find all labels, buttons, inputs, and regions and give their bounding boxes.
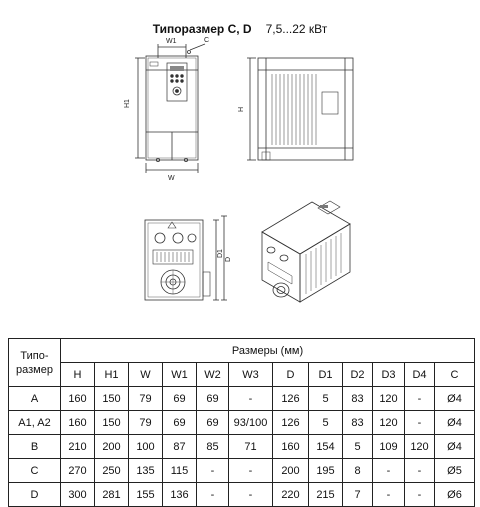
- dim-label-d1: D1: [217, 249, 224, 258]
- power-range: 7,5...22 кВт: [265, 22, 328, 36]
- value-cell: 195: [309, 459, 343, 483]
- value-cell: 87: [163, 435, 197, 459]
- dim-label-w: W: [168, 175, 175, 182]
- value-cell: Ø4: [435, 435, 475, 459]
- front-view-drawing: [135, 44, 205, 173]
- table-row: [9, 411, 475, 435]
- value-cell: 200: [273, 459, 309, 483]
- column-header: W: [129, 363, 163, 387]
- value-cell: 69: [163, 411, 197, 435]
- value-cell: 215: [309, 483, 343, 507]
- value-cell: 200: [95, 435, 129, 459]
- value-cell: Ø6: [435, 483, 475, 507]
- value-cell: 5: [343, 435, 373, 459]
- bottom-view-drawing: [145, 216, 227, 300]
- column-header: W2: [197, 363, 229, 387]
- column-header: D4: [405, 363, 435, 387]
- value-cell: 160: [61, 387, 95, 411]
- value-cell: 83: [343, 411, 373, 435]
- value-cell: 71: [229, 435, 273, 459]
- table-body: [9, 387, 475, 507]
- dimensions-group-header: Размеры (мм): [61, 339, 475, 363]
- column-header: H: [61, 363, 95, 387]
- value-cell: -: [229, 483, 273, 507]
- value-cell: 160: [273, 435, 309, 459]
- value-cell: 85: [197, 435, 229, 459]
- value-cell: 5: [309, 387, 343, 411]
- column-header: C: [435, 363, 475, 387]
- type-cell: D: [9, 483, 61, 507]
- type-cell: A1, A2: [9, 411, 61, 435]
- dim-label-c: C: [204, 37, 210, 44]
- value-cell: -: [229, 387, 273, 411]
- value-cell: 150: [95, 411, 129, 435]
- value-cell: 69: [197, 411, 229, 435]
- column-header-row: [9, 363, 475, 387]
- value-cell: 220: [273, 483, 309, 507]
- column-header: W3: [229, 363, 273, 387]
- value-cell: 79: [129, 387, 163, 411]
- value-cell: 115: [163, 459, 197, 483]
- value-cell: -: [373, 483, 405, 507]
- dim-label-h1: H1: [124, 99, 131, 108]
- value-cell: -: [405, 387, 435, 411]
- value-cell: 120: [405, 435, 435, 459]
- value-cell: 69: [163, 387, 197, 411]
- value-cell: 79: [129, 411, 163, 435]
- value-cell: 154: [309, 435, 343, 459]
- table-row: [9, 435, 475, 459]
- value-cell: 250: [95, 459, 129, 483]
- value-cell: -: [405, 411, 435, 435]
- value-cell: -: [405, 459, 435, 483]
- value-cell: 300: [61, 483, 95, 507]
- isometric-view-drawing: [262, 201, 350, 302]
- column-header: D3: [373, 363, 405, 387]
- value-cell: -: [197, 459, 229, 483]
- value-cell: Ø4: [435, 387, 475, 411]
- model-title: Типоразмер C, D: [152, 22, 252, 36]
- value-cell: 109: [373, 435, 405, 459]
- type-header-text: Типо- размер: [16, 349, 53, 376]
- dim-label-w1: W1: [166, 38, 177, 45]
- table-row: [9, 459, 475, 483]
- column-header: D2: [343, 363, 373, 387]
- dimensions-table: [8, 338, 475, 507]
- value-cell: Ø5: [435, 459, 475, 483]
- value-cell: 93/100: [229, 411, 273, 435]
- value-cell: 155: [129, 483, 163, 507]
- value-cell: -: [405, 483, 435, 507]
- table-row: [9, 483, 475, 507]
- value-cell: 69: [197, 387, 229, 411]
- type-cell: A: [9, 387, 61, 411]
- value-cell: -: [373, 459, 405, 483]
- column-header: W1: [163, 363, 197, 387]
- column-header: D: [273, 363, 309, 387]
- value-cell: 135: [129, 459, 163, 483]
- value-cell: 270: [61, 459, 95, 483]
- type-cell: C: [9, 459, 61, 483]
- side-view-drawing: [247, 58, 353, 160]
- value-cell: 160: [61, 411, 95, 435]
- value-cell: 83: [343, 387, 373, 411]
- value-cell: 120: [373, 411, 405, 435]
- type-cell: B: [9, 435, 61, 459]
- value-cell: Ø4: [435, 411, 475, 435]
- value-cell: 136: [163, 483, 197, 507]
- value-cell: 5: [309, 411, 343, 435]
- value-cell: 7: [343, 483, 373, 507]
- value-cell: 120: [373, 387, 405, 411]
- value-cell: 281: [95, 483, 129, 507]
- column-header: H1: [95, 363, 129, 387]
- column-header: D1: [309, 363, 343, 387]
- value-cell: 8: [343, 459, 373, 483]
- dim-label-d: D: [225, 256, 232, 262]
- value-cell: -: [197, 483, 229, 507]
- value-cell: 126: [273, 411, 309, 435]
- value-cell: 126: [273, 387, 309, 411]
- value-cell: 100: [129, 435, 163, 459]
- type-column-header: [9, 339, 61, 387]
- value-cell: 210: [61, 435, 95, 459]
- value-cell: -: [229, 459, 273, 483]
- dim-label-h: H: [238, 106, 245, 112]
- table-row: [9, 387, 475, 411]
- value-cell: 150: [95, 387, 129, 411]
